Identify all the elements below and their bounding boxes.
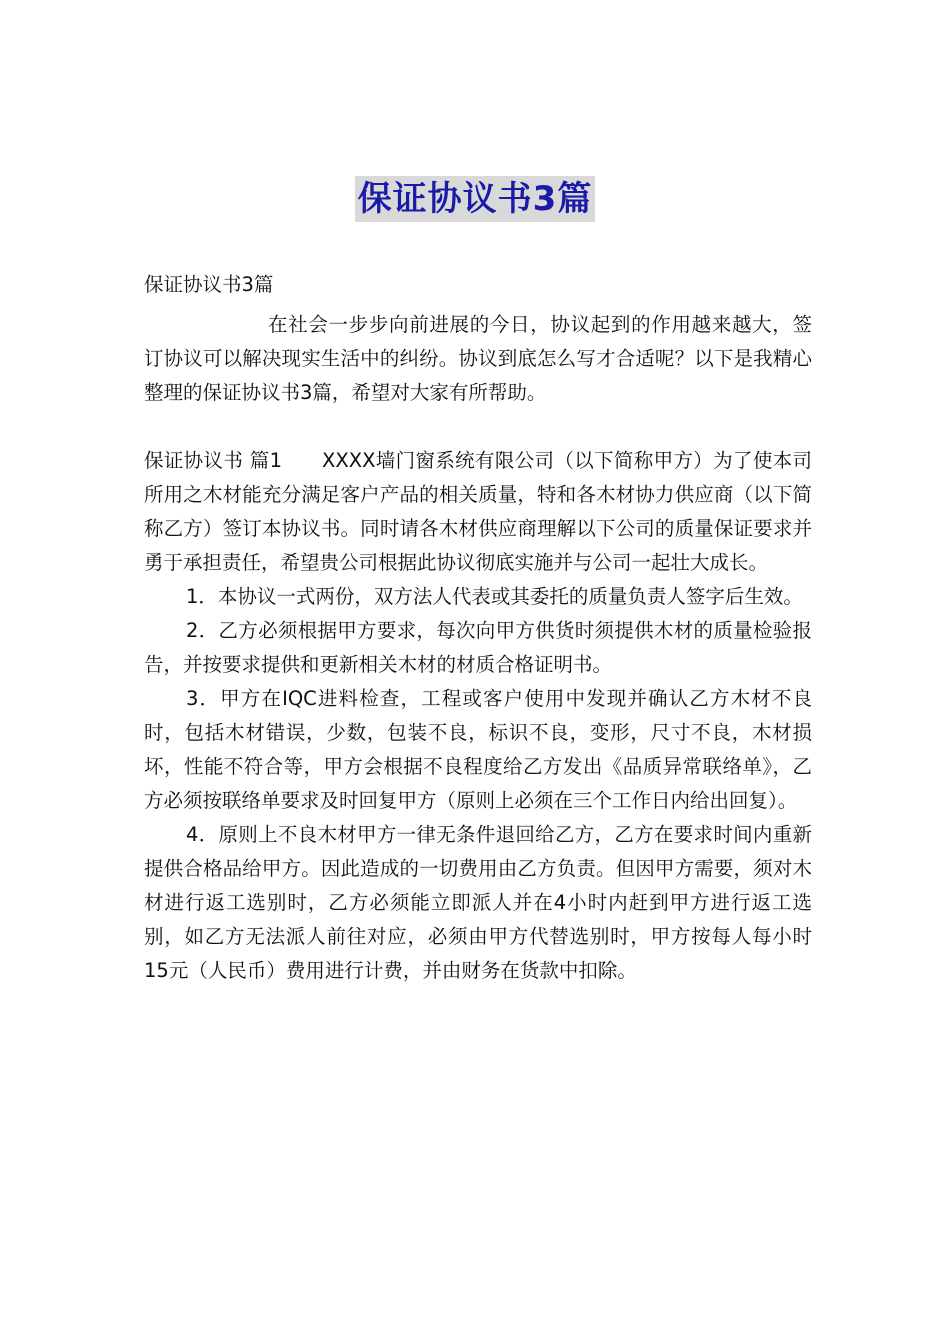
article-1-item-3: 3．甲方在IQC进料检查，工程或客户使用中发现并确认乙方木材不良时，包括木材错误，少数，包装不良，标识不良，变形，尺寸不良，木材损坏，性能不符合等，甲方会根据不良程度给乙方发出《品质异常联络单》，乙方必须按联络单要求及时回复甲方（原则上必须在三个工作日内给出回复）。 bbox=[144, 687, 812, 812]
article-1-heading: 保证协议书 篇1 bbox=[144, 449, 283, 472]
document-body bbox=[144, 268, 812, 988]
document-subtitle: 保证协议书3篇 bbox=[144, 273, 274, 296]
article-1-item-1: 1．本协议一式两份，双方法人代表或其委托的质量负责人签字后生效。 bbox=[186, 585, 803, 608]
article-1-item-4: 4．原则上不良木材甲方一律无条件退回给乙方，乙方在要求时间内重新提供合格品给甲方。因此造成的一切费用由乙方负责。但因甲方需要，须对木材进行返工选别时，乙方必须能立即派人并在4小时内赶到甲方进行返工选别，如乙方无法派人前往对应，必须由甲方代替选别时，甲方按每人每小时15元（人民币）费用进行计费，并由财务在货款中扣除。 bbox=[144, 823, 812, 982]
article-1-opening-text: XXXX墙门窗系统有限公司（以下简称甲方）为了使本司所用之木材能充分满足客户产品的相关质量，特和各木材协力供应商（以下简称乙方）签订本协议书。同时请各木材供应商理解以下公司的质量保证要求并勇于承担责任，希望贵公司根据此协议彻底实施并与公司一起壮大成长。 bbox=[144, 449, 813, 574]
intro-paragraph: 在社会一步步向前进展的今日，协议起到的作用越来越大，签订协议可以解决现实生活中的纠纷。协议到底怎么写才合适呢？以下是我精心整理的保证协议书3篇，希望对大家有所帮助。 bbox=[144, 313, 812, 404]
article-1-item-2: 2．乙方必须根据甲方要求，每次向甲方供货时须提供木材的质量检验报告，并按要求提供和更新相关木材的材质合格证明书。 bbox=[144, 619, 812, 676]
document-title: 保证协议书3篇 bbox=[355, 176, 596, 222]
title-container bbox=[0, 176, 950, 222]
article-1-opening-paragraph bbox=[144, 444, 812, 580]
